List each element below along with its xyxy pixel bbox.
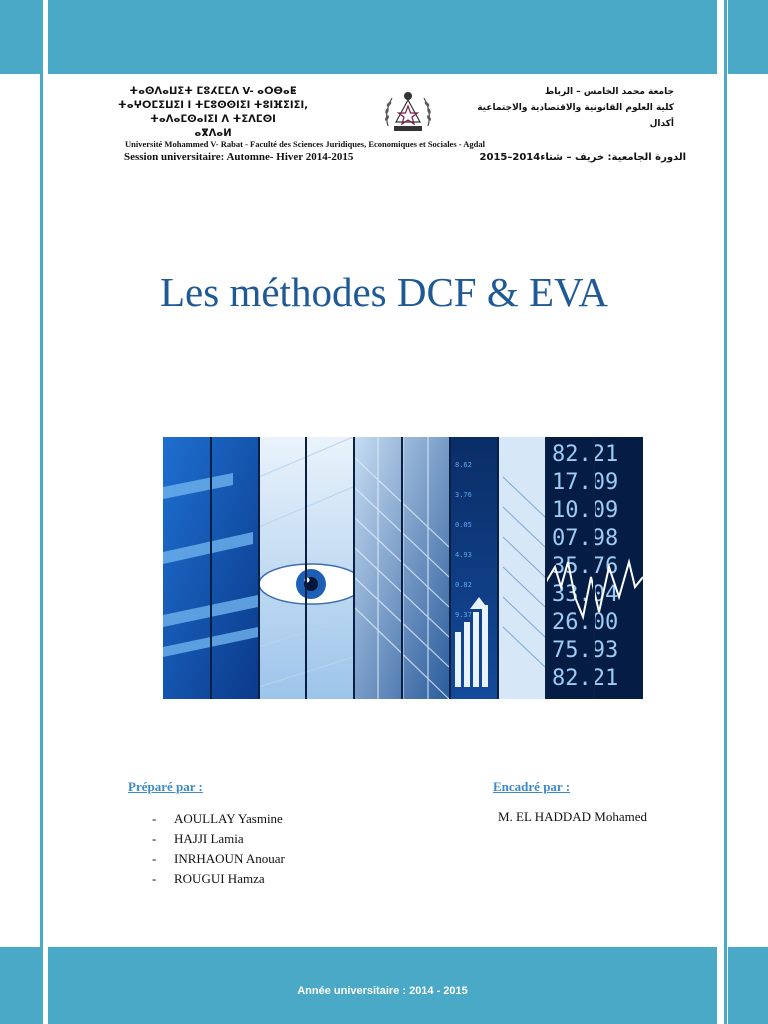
- author-item: - ROUGUI Hamza: [152, 869, 285, 889]
- supervised-by-label: Encadré par :: [493, 779, 571, 794]
- svg-text:4.93: 4.93: [455, 551, 472, 559]
- right-divider-line: [724, 0, 727, 1024]
- tifinagh-line: ⵜⴰⵙⴷⴰⵡⵉⵜ ⵎⵓⵃⵎⵎⴷ V- ⴰⵔⴱⴰⵟ: [129, 86, 297, 97]
- ticker-number: 82.21: [552, 666, 619, 691]
- session-arabic: الدورة الجامعية: خريف – شتاء2014–2015: [479, 152, 686, 163]
- right-bottom-block: [728, 947, 768, 1024]
- university-emblem-icon: [380, 86, 436, 138]
- arabic-line: كلية العلوم القانونية والاقتصادية والاجتماعية: [477, 103, 674, 113]
- svg-text:0.05: 0.05: [455, 521, 472, 529]
- svg-text:8.62: 8.62: [455, 461, 472, 469]
- author-list: [152, 809, 285, 889]
- arabic-line: أكدال: [649, 119, 674, 129]
- left-bottom-block: [0, 947, 40, 1024]
- document-title: Les méthodes DCF & EVA: [160, 269, 608, 315]
- svg-text:9.37: 9.37: [455, 611, 472, 619]
- arabic-header: [454, 84, 674, 132]
- ticker-number: 10.09: [552, 498, 619, 523]
- right-top-block: [728, 0, 768, 74]
- top-band: [48, 0, 717, 74]
- ticker-number: 26.00: [552, 610, 619, 635]
- supervisor-name: M. EL HADDAD Mohamed: [498, 809, 647, 824]
- tifinagh-line: ⴰⴳⴷⴰⵍ: [194, 128, 232, 139]
- tifinagh-line: ⵜⴰⵖⵔⵎⵉⵡⵉⵏ ⵏ ⵜⵎⵓⵙⵙⵏⵉⵏ ⵜⵓⵏⴼⵉⵏⵉⵏ,: [117, 100, 308, 111]
- ticker-number: 75.93: [552, 638, 619, 663]
- ticker-number: 07.98: [552, 526, 619, 551]
- ticker-number: 35.76: [552, 554, 619, 579]
- session-line: Session universitaire: Automne- Hiver 2014-2015: [124, 151, 354, 163]
- author-item: - INRHAOUN Anouar: [152, 849, 285, 869]
- tifinagh-header: [98, 85, 328, 141]
- svg-text:0.82: 0.82: [455, 581, 472, 589]
- left-top-block: [0, 0, 40, 74]
- finance-collage-image: [163, 437, 643, 699]
- prepared-by-label: Préparé par :: [128, 779, 203, 794]
- right-border: [728, 0, 768, 1024]
- ticker-number: 33.04: [552, 582, 619, 607]
- arabic-line: جامعة محمد الخامس – الرباط: [544, 87, 674, 97]
- author-item: - AOULLAY Yasmine: [152, 809, 285, 829]
- academic-year: Année universitaire : 2014 - 2015: [297, 985, 468, 997]
- tifinagh-line: ⵜⴰⴷⴰⵎⵙⴰⵏⵉⵏ ⴷ ⵜⵉⴷⵎⵙⵏ: [150, 114, 276, 125]
- footer-band: [48, 947, 717, 1024]
- author-item: - HAJJI Lamia: [152, 829, 285, 849]
- ticker-number: 82.21: [552, 442, 619, 467]
- svg-text:3.76: 3.76: [455, 491, 472, 499]
- university-name: Université Mohammed V- Rabat - Faculté des Sciences Juridiques, Economiques et Sociales - Agdal: [125, 139, 485, 149]
- left-divider-line: [40, 0, 43, 1024]
- left-border: [0, 0, 40, 1024]
- ticker-number: 17.09: [552, 470, 619, 495]
